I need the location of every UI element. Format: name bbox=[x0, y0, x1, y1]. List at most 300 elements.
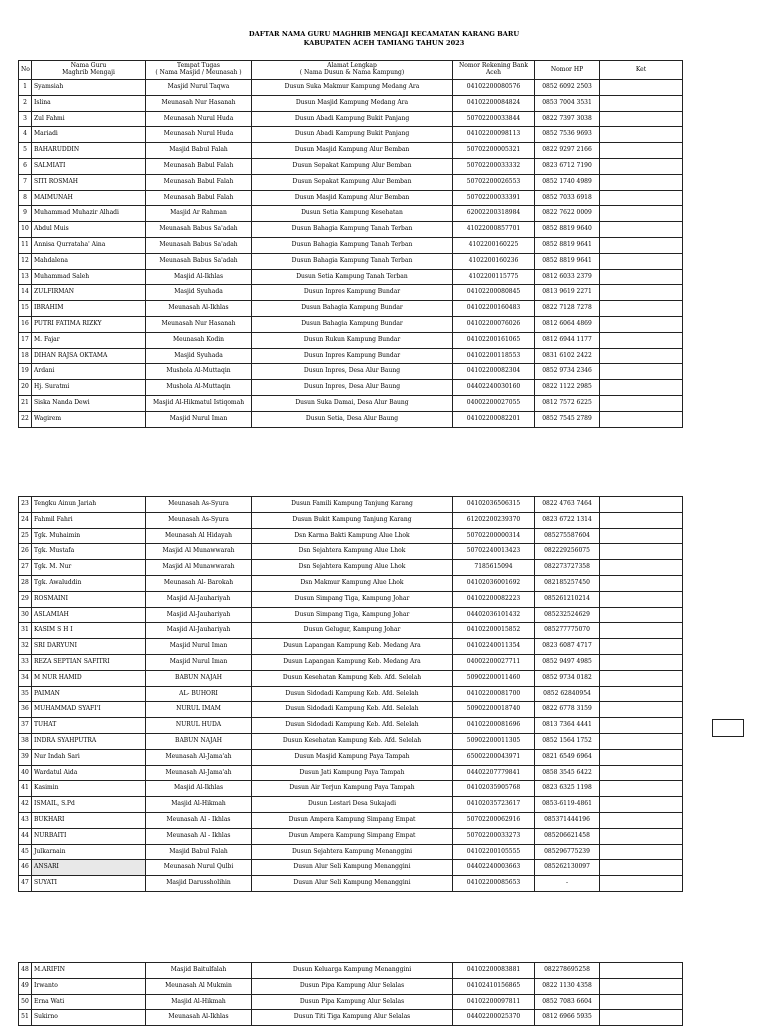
cell-alamat: Dusun Sepakat Kampung Alur Bemban bbox=[252, 158, 453, 174]
cell-ket bbox=[600, 718, 683, 734]
cell-hp: 0822 9297 2166 bbox=[535, 143, 600, 159]
cell-rekening: 50902200011460 bbox=[453, 670, 535, 686]
cell-ket bbox=[600, 364, 683, 380]
table-row bbox=[19, 749, 683, 765]
cell-no: 49 bbox=[19, 978, 32, 994]
cell-no: 36 bbox=[19, 702, 32, 718]
cell-alamat: Dusun Rukun Kampung Bundar bbox=[252, 332, 453, 348]
cell-alamat: Dusun Simpang Tiga, Kampung Johar bbox=[252, 607, 453, 623]
header-alamat: Alamat Lengkap ( Nama Dusun & Nama Kampung) bbox=[252, 61, 453, 80]
cell-ket bbox=[600, 607, 683, 623]
cell-rekening: 50702200033332 bbox=[453, 158, 535, 174]
table-row bbox=[19, 686, 683, 702]
cell-no: 14 bbox=[19, 285, 32, 301]
cell-ket bbox=[600, 670, 683, 686]
table-row bbox=[19, 95, 683, 111]
cell-tempat: BABUN NAJAH bbox=[146, 670, 252, 686]
cell-rekening: 04102200161065 bbox=[453, 332, 535, 348]
cell-tempat: Meunasah Al-Jama'ah bbox=[146, 765, 252, 781]
cell-no: 1 bbox=[19, 80, 32, 96]
cell-no: 11 bbox=[19, 237, 32, 253]
cell-no: 45 bbox=[19, 844, 32, 860]
cell-no: 9 bbox=[19, 206, 32, 222]
table-row bbox=[19, 718, 683, 734]
cell-nama: INDRA SYAHPUTRA bbox=[32, 733, 146, 749]
cell-no: 20 bbox=[19, 380, 32, 396]
table-row bbox=[19, 174, 683, 190]
cell-tempat: Masjid Al Munawwarah bbox=[146, 544, 252, 560]
cell-ket bbox=[600, 380, 683, 396]
cell-tempat: Masjid Nurul Iman bbox=[146, 639, 252, 655]
cell-nama: Muhammad Muhazir Alhadi bbox=[32, 206, 146, 222]
cell-alamat: Dusun Bahagia Kampung Bundar bbox=[252, 316, 453, 332]
cell-no: 21 bbox=[19, 395, 32, 411]
cell-hp: 0822 7397 3038 bbox=[535, 111, 600, 127]
cell-ket bbox=[600, 190, 683, 206]
cell-tempat: Meunasah Babul Falah bbox=[146, 174, 252, 190]
cell-rekening: 50702200033844 bbox=[453, 111, 535, 127]
cell-no: 50 bbox=[19, 994, 32, 1010]
cell-rekening: 04102200118553 bbox=[453, 348, 535, 364]
cell-nama: Tgk. Awaluddin bbox=[32, 575, 146, 591]
cell-alamat: Dusun Jati Kampung Paya Tampah bbox=[252, 765, 453, 781]
cell-tempat: Meunasah Babus Sa'adah bbox=[146, 222, 252, 238]
cell-hp: 085262130097 bbox=[535, 860, 600, 876]
cell-nama: ZULFIRMAN bbox=[32, 285, 146, 301]
cell-alamat: Dusun Alur Seli Kampung Menanggini bbox=[252, 876, 453, 892]
cell-hp: 0822 1122 2985 bbox=[535, 380, 600, 396]
cell-rekening: 04402240030160 bbox=[453, 380, 535, 396]
teacher-table-part-1 bbox=[18, 60, 683, 428]
cell-no: 41 bbox=[19, 781, 32, 797]
cell-no: 4 bbox=[19, 127, 32, 143]
cell-ket bbox=[600, 860, 683, 876]
cell-tempat: Masjid Al-Ikhlas bbox=[146, 781, 252, 797]
cell-alamat: Dusun Famili Kampung Tanjung Karang bbox=[252, 497, 453, 513]
cell-rekening: 04102200105555 bbox=[453, 844, 535, 860]
cell-hp: 0852 1564 1752 bbox=[535, 733, 600, 749]
cell-no: 12 bbox=[19, 253, 32, 269]
cell-ket bbox=[600, 206, 683, 222]
cell-alamat: Dusun Kesehatan Kampung Keb. Afd. Selelah bbox=[252, 670, 453, 686]
cell-tempat: Masjid Ar Rahman bbox=[146, 206, 252, 222]
cell-hp: 0852 62840954 bbox=[535, 686, 600, 702]
cell-ket bbox=[600, 411, 683, 427]
cell-tempat: Meunasah Al Hidayah bbox=[146, 528, 252, 544]
cell-ket bbox=[600, 639, 683, 655]
cell-ket bbox=[600, 797, 683, 813]
table-row bbox=[19, 497, 683, 513]
cell-rekening: 04002200027711 bbox=[453, 654, 535, 670]
cell-alamat: Dusun Ampera Kampung Simpang Empat bbox=[252, 812, 453, 828]
table-row bbox=[19, 607, 683, 623]
cell-ket bbox=[600, 237, 683, 253]
cell-ket bbox=[600, 963, 683, 979]
table-row bbox=[19, 812, 683, 828]
cell-tempat: Masjid Nurul Iman bbox=[146, 411, 252, 427]
cell-no: 28 bbox=[19, 575, 32, 591]
table-row bbox=[19, 560, 683, 576]
cell-ket bbox=[600, 749, 683, 765]
cell-hp: 0852 9734 2346 bbox=[535, 364, 600, 380]
cell-tempat: Meunasah Nurul Qulbi bbox=[146, 860, 252, 876]
cell-alamat: Dusun Masjid Kampung Paya Tampah bbox=[252, 749, 453, 765]
cell-no: 46 bbox=[19, 860, 32, 876]
table-row bbox=[19, 639, 683, 655]
cell-ket bbox=[600, 269, 683, 285]
cell-ket bbox=[600, 512, 683, 528]
cell-nama: Kasimin bbox=[32, 781, 146, 797]
cell-no: 26 bbox=[19, 544, 32, 560]
cell-alamat: Dusun Kesehatan Kampung Keb. Afd. Selelah bbox=[252, 733, 453, 749]
cell-no: 15 bbox=[19, 301, 32, 317]
cell-nama: Annisa Qurrataha' Aina bbox=[32, 237, 146, 253]
cell-alamat: Dusun Setia, Desa Alur Baung bbox=[252, 411, 453, 427]
cell-rekening: 04102200083881 bbox=[453, 963, 535, 979]
cell-ket bbox=[600, 544, 683, 560]
cell-tempat: AL- BUHORI bbox=[146, 686, 252, 702]
cell-alamat: Dusun Bahagia Kampung Bundar bbox=[252, 301, 453, 317]
cell-alamat: Dusun Ampera Kampung Simpang Empat bbox=[252, 828, 453, 844]
cell-no: 27 bbox=[19, 560, 32, 576]
cell-tempat: Meunasah Babul Falah bbox=[146, 190, 252, 206]
table-row bbox=[19, 143, 683, 159]
cell-nama: REZA SEPTIAN SAFITRI bbox=[32, 654, 146, 670]
cell-rekening: 4102200115775 bbox=[453, 269, 535, 285]
cell-tempat: Meunasah Babus Sa'adah bbox=[146, 237, 252, 253]
cell-no: 33 bbox=[19, 654, 32, 670]
cell-ket bbox=[600, 143, 683, 159]
cell-rekening: 4102200160236 bbox=[453, 253, 535, 269]
cell-nama: MAIMUNAH bbox=[32, 190, 146, 206]
cell-tempat: Meunasah Al - Ikhlas bbox=[146, 828, 252, 844]
cell-no: 24 bbox=[19, 512, 32, 528]
cell-hp: 085206621458 bbox=[535, 828, 600, 844]
cell-nama: MUHAMMAD SYAFI'I bbox=[32, 702, 146, 718]
cell-alamat: Dusun Alur Seli Kampung Menanggini bbox=[252, 860, 453, 876]
table-row bbox=[19, 765, 683, 781]
cell-hp: 0852 8819 9640 bbox=[535, 222, 600, 238]
cell-hp: 0823 6712 7190 bbox=[535, 158, 600, 174]
cell-ket bbox=[600, 222, 683, 238]
cell-ket bbox=[600, 844, 683, 860]
cell-no: 39 bbox=[19, 749, 32, 765]
cell-rekening: 04002200027055 bbox=[453, 395, 535, 411]
cell-hp: 082185257450 bbox=[535, 575, 600, 591]
cell-tempat: Masjid Nurul Taqwa bbox=[146, 80, 252, 96]
cell-tempat: Masjid Syuhada bbox=[146, 285, 252, 301]
table-row bbox=[19, 127, 683, 143]
cell-alamat: Dusun Abadi Kampung Bukit Panjang bbox=[252, 127, 453, 143]
cell-rekening: 04102200160483 bbox=[453, 301, 535, 317]
table-row bbox=[19, 844, 683, 860]
cell-alamat: Dusun Lestari Desa Sukajadi bbox=[252, 797, 453, 813]
cell-alamat: Dusun Setia Kampung Tanah Terban bbox=[252, 269, 453, 285]
cell-nama: IBRAHIM bbox=[32, 301, 146, 317]
cell-hp: 0858 3545 6422 bbox=[535, 765, 600, 781]
cell-nama: DIHAN RAJSA OKTAMA bbox=[32, 348, 146, 364]
table-row bbox=[19, 158, 683, 174]
table-row bbox=[19, 206, 683, 222]
cell-hp: 0852 6092 2503 bbox=[535, 80, 600, 96]
cell-nama: Erna Wati bbox=[32, 994, 146, 1010]
cell-ket bbox=[600, 174, 683, 190]
cell-no: 19 bbox=[19, 364, 32, 380]
cell-nama: M. Fajar bbox=[32, 332, 146, 348]
cell-no: 8 bbox=[19, 190, 32, 206]
cell-nama: Wardatul Aida bbox=[32, 765, 146, 781]
cell-hp: 082229256075 bbox=[535, 544, 600, 560]
cell-hp: 0812 6033 2379 bbox=[535, 269, 600, 285]
table-row bbox=[19, 364, 683, 380]
cell-rekening: 50702240013423 bbox=[453, 544, 535, 560]
cell-ket bbox=[600, 828, 683, 844]
cell-rekening: 04102200082201 bbox=[453, 411, 535, 427]
cell-alamat: Dusun Pipa Kampung Alur Selalas bbox=[252, 978, 453, 994]
cell-hp: 0831 6102 2422 bbox=[535, 348, 600, 364]
cell-rekening: 04102036001692 bbox=[453, 575, 535, 591]
cell-rekening: 04102200082223 bbox=[453, 591, 535, 607]
cell-nama: M NUR HAMID bbox=[32, 670, 146, 686]
cell-hp: 0852 7033 6918 bbox=[535, 190, 600, 206]
cell-nama: PAIMAN bbox=[32, 686, 146, 702]
cell-ket bbox=[600, 95, 683, 111]
cell-ket bbox=[600, 332, 683, 348]
cell-nama: Nur Indah Sari bbox=[32, 749, 146, 765]
cell-nama: PUTRI FATIMA RIZKY bbox=[32, 316, 146, 332]
cell-ket bbox=[600, 395, 683, 411]
cell-tempat: Meunasah Al-Jama'ah bbox=[146, 749, 252, 765]
cell-alamat: Dsn Makmur Kampung Alue Lhok bbox=[252, 575, 453, 591]
cell-tempat: Mushola Al-Muttaqin bbox=[146, 364, 252, 380]
cell-alamat: Dusun Bahagia Kampung Tanah Terban bbox=[252, 222, 453, 238]
document-subtitle: KABUPATEN ACEH TAMIANG TAHUN 2023 bbox=[303, 39, 465, 47]
header-ket: Ket bbox=[600, 61, 683, 80]
cell-ket bbox=[600, 285, 683, 301]
cell-hp: - bbox=[535, 876, 600, 892]
cell-tempat: Masjid Al-Hikmah bbox=[146, 797, 252, 813]
cell-no: 31 bbox=[19, 623, 32, 639]
cell-ket bbox=[600, 623, 683, 639]
cell-nama: Tgk. Mustafa bbox=[32, 544, 146, 560]
cell-hp: 0853 7004 3531 bbox=[535, 95, 600, 111]
table-row bbox=[19, 80, 683, 96]
cell-no: 35 bbox=[19, 686, 32, 702]
cell-nama: Sukirno bbox=[32, 1010, 146, 1026]
cell-alamat: Dusun Suka Damai, Desa Alur Baung bbox=[252, 395, 453, 411]
cell-no: 34 bbox=[19, 670, 32, 686]
cell-no: 30 bbox=[19, 607, 32, 623]
cell-no: 13 bbox=[19, 269, 32, 285]
cell-nama: Syamsiah bbox=[32, 80, 146, 96]
cell-alamat: Dusun Air Terjun Kampung Paya Tampah bbox=[252, 781, 453, 797]
table-row bbox=[19, 654, 683, 670]
cell-hp: 0852 7545 2789 bbox=[535, 411, 600, 427]
cell-ket bbox=[600, 978, 683, 994]
cell-nama: Irwanto bbox=[32, 978, 146, 994]
cell-rekening: 04102200080845 bbox=[453, 285, 535, 301]
header-no: No bbox=[19, 61, 32, 80]
cell-tempat: Masjid Nurul Iman bbox=[146, 654, 252, 670]
cell-rekening: 50702200000314 bbox=[453, 528, 535, 544]
cell-hp: 085261210214 bbox=[535, 591, 600, 607]
table-row bbox=[19, 702, 683, 718]
table-row bbox=[19, 190, 683, 206]
cell-nama: TUHAT bbox=[32, 718, 146, 734]
cell-rekening: 04102200081700 bbox=[453, 686, 535, 702]
cell-ket bbox=[600, 528, 683, 544]
table-row bbox=[19, 285, 683, 301]
cell-alamat: Dusun Sejahtera Kampung Menanggini bbox=[252, 844, 453, 860]
cell-ket bbox=[600, 781, 683, 797]
cell-tempat: NURUL IMAM bbox=[146, 702, 252, 718]
table-row bbox=[19, 528, 683, 544]
cell-nama: KASIM S H I bbox=[32, 623, 146, 639]
cell-hp: 0822 1130 4358 bbox=[535, 978, 600, 994]
table-row bbox=[19, 797, 683, 813]
cell-rekening: 04102200085653 bbox=[453, 876, 535, 892]
table-header-row bbox=[19, 61, 683, 80]
cell-hp: 0852 9497 4985 bbox=[535, 654, 600, 670]
cell-alamat: Dusun Sidodadi Kampung Keb. Afd. Selelah bbox=[252, 702, 453, 718]
cell-no: 23 bbox=[19, 497, 32, 513]
cell-rekening: 04102200081696 bbox=[453, 718, 535, 734]
cell-rekening: 04402200025370 bbox=[453, 1010, 535, 1026]
cell-alamat: Dsn Sejahtera Kampung Alue Lhok bbox=[252, 544, 453, 560]
cell-hp: 0853-6119-4861 bbox=[535, 797, 600, 813]
table-row bbox=[19, 978, 683, 994]
cell-nama: Tgk. M. Nur bbox=[32, 560, 146, 576]
cell-ket bbox=[600, 80, 683, 96]
cell-rekening: 61202200239370 bbox=[453, 512, 535, 528]
cell-no: 44 bbox=[19, 828, 32, 844]
table-row bbox=[19, 828, 683, 844]
cell-hp: 0812 6966 5935 bbox=[535, 1010, 600, 1026]
cell-rekening: 04102200082304 bbox=[453, 364, 535, 380]
cell-tempat: Masjid Darussholihin bbox=[146, 876, 252, 892]
cell-alamat: Dusun Bahagia Kampung Tanah Terban bbox=[252, 237, 453, 253]
cell-tempat: Masjid Al-Jauhariyah bbox=[146, 623, 252, 639]
cell-rekening: 04102200084824 bbox=[453, 95, 535, 111]
cell-ket bbox=[600, 253, 683, 269]
cell-nama: Islina bbox=[32, 95, 146, 111]
cell-ket bbox=[600, 702, 683, 718]
cell-ket bbox=[600, 591, 683, 607]
cell-ket bbox=[600, 497, 683, 513]
cell-nama: ANSARI bbox=[32, 860, 146, 876]
cell-rekening: 65002200043971 bbox=[453, 749, 535, 765]
cell-no: 40 bbox=[19, 765, 32, 781]
cell-hp: 0852 1740 4989 bbox=[535, 174, 600, 190]
cell-hp: 0823 6087 4717 bbox=[535, 639, 600, 655]
cell-nama: Zul Fahmi bbox=[32, 111, 146, 127]
cell-tempat: BABUN NAJAH bbox=[146, 733, 252, 749]
cell-alamat: Dusun Inpres, Desa Alur Baung bbox=[252, 380, 453, 396]
cell-tempat: Masjid Babul Falah bbox=[146, 143, 252, 159]
cell-ket bbox=[600, 994, 683, 1010]
cell-no: 47 bbox=[19, 876, 32, 892]
cell-rekening: 4102200160225 bbox=[453, 237, 535, 253]
cell-rekening: 04402240003663 bbox=[453, 860, 535, 876]
cell-hp: 0852 8819 9641 bbox=[535, 253, 600, 269]
cell-rekening: 50702200062916 bbox=[453, 812, 535, 828]
cell-tempat: Meunasah Al Mukmin bbox=[146, 978, 252, 994]
cell-hp: 0812 7572 6225 bbox=[535, 395, 600, 411]
cell-ket bbox=[600, 560, 683, 576]
cell-nama: ROSMAINI bbox=[32, 591, 146, 607]
cell-tempat: Meunasah Nurul Huda bbox=[146, 127, 252, 143]
table-row bbox=[19, 860, 683, 876]
cell-rekening: 04102200080576 bbox=[453, 80, 535, 96]
cell-hp: 085296775239 bbox=[535, 844, 600, 860]
table-row bbox=[19, 253, 683, 269]
cell-nama: ASLAMIAH bbox=[32, 607, 146, 623]
cell-no: 29 bbox=[19, 591, 32, 607]
cell-rekening: 04102035905768 bbox=[453, 781, 535, 797]
cell-no: 48 bbox=[19, 963, 32, 979]
cell-alamat: Dusun Lapangan Kampung Keb. Medang Ara bbox=[252, 654, 453, 670]
cell-nama: Julkarnain bbox=[32, 844, 146, 860]
cell-alamat: Dsn Karma Bakti Kampung Alue Lhok bbox=[252, 528, 453, 544]
cell-ket bbox=[600, 111, 683, 127]
table-row bbox=[19, 994, 683, 1010]
cell-alamat: Dusun Masjid Kampung Alur Bemban bbox=[252, 190, 453, 206]
cell-tempat: Meunasah Al - Ikhlas bbox=[146, 812, 252, 828]
cell-nama: Tgk. Muhaimin bbox=[32, 528, 146, 544]
cell-no: 42 bbox=[19, 797, 32, 813]
cell-alamat: Dusun Keluarga Kampung Menanggini bbox=[252, 963, 453, 979]
cell-hp: 0852 8819 9641 bbox=[535, 237, 600, 253]
cell-nama: Siska Nanda Dewi bbox=[32, 395, 146, 411]
cell-tempat: Meunasah As-Syura bbox=[146, 512, 252, 528]
cell-alamat: Dusun Suka Makmur Kampung Medang Ara bbox=[252, 80, 453, 96]
table-row bbox=[19, 301, 683, 317]
cell-no: 3 bbox=[19, 111, 32, 127]
cell-ket bbox=[600, 1010, 683, 1026]
table-row bbox=[19, 237, 683, 253]
cell-ket bbox=[600, 812, 683, 828]
cell-alamat: Dusun Simpang Tiga, Kampung Johar bbox=[252, 591, 453, 607]
cell-hp: 0822 4763 7464 bbox=[535, 497, 600, 513]
cell-rekening: 04102410156865 bbox=[453, 978, 535, 994]
cell-hp: 085232524629 bbox=[535, 607, 600, 623]
cell-alamat: Dusun Pipa Kampung Alur Selalas bbox=[252, 994, 453, 1010]
cell-rekening: 04102035723617 bbox=[453, 797, 535, 813]
cell-ket bbox=[600, 348, 683, 364]
cell-ket bbox=[600, 316, 683, 332]
cell-alamat: Dusun Inpres Kampung Bundar bbox=[252, 285, 453, 301]
header-hp: Nomor HP bbox=[535, 61, 600, 80]
cell-no: 6 bbox=[19, 158, 32, 174]
cell-ket bbox=[600, 127, 683, 143]
cell-hp: 0852 7536 9693 bbox=[535, 127, 600, 143]
cell-ket bbox=[600, 654, 683, 670]
header-rekening: Nomor Rekening Bank Aceh bbox=[453, 61, 535, 80]
cell-alamat: Dusun Sidodadi Kampung Keb. Afd. Selelah bbox=[252, 686, 453, 702]
cell-hp: 0823 6325 1198 bbox=[535, 781, 600, 797]
cell-nama: SUYATI bbox=[32, 876, 146, 892]
cell-no: 5 bbox=[19, 143, 32, 159]
cell-rekening: 04102200097811 bbox=[453, 994, 535, 1010]
teacher-table-part-3 bbox=[18, 962, 683, 1026]
table-row bbox=[19, 591, 683, 607]
cell-no: 25 bbox=[19, 528, 32, 544]
cell-tempat: Meunasah Al- Barokah bbox=[146, 575, 252, 591]
cell-hp: 085371444196 bbox=[535, 812, 600, 828]
cell-no: 7 bbox=[19, 174, 32, 190]
table-row bbox=[19, 670, 683, 686]
cell-hp: 0822 7622 0009 bbox=[535, 206, 600, 222]
